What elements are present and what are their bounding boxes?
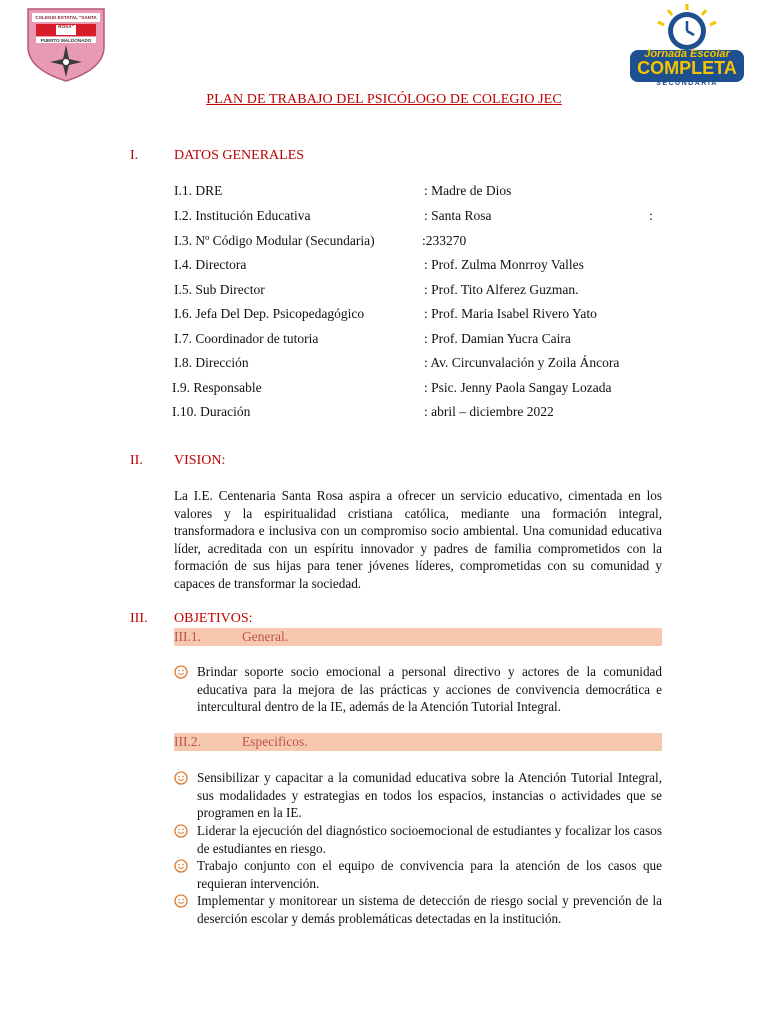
section-3-title: OBJETIVOS: bbox=[174, 611, 253, 626]
section-3-number: III. bbox=[130, 611, 148, 626]
list-item bbox=[174, 769, 662, 822]
data-row-label: I.6. Jefa Del Dep. Psicopedagógico bbox=[174, 306, 365, 321]
data-row-extra: : bbox=[649, 208, 653, 223]
data-row-value: : Prof. Tito Alferez Guzman. bbox=[424, 282, 579, 297]
data-row-value: : Madre de Dios bbox=[424, 183, 512, 198]
objective-specific-text: Trabajo conjunto con el equipo de convivencia para la atención de los casos que requieran intervención. bbox=[197, 858, 662, 891]
document-title: PLAN DE TRABAJO DEL PSICÓLOGO DE COLEGIO JEC bbox=[206, 92, 562, 107]
section-2-number: II. bbox=[130, 453, 143, 468]
data-row-value: : Prof. Zulma Monrroy Valles bbox=[424, 257, 584, 272]
data-row-label: I.3. Nº Código Modular (Secundaria) bbox=[174, 233, 375, 248]
jec-logo bbox=[628, 2, 746, 90]
school-crest-line2: PUERTO MALDONADO bbox=[40, 37, 92, 43]
data-row-value: : Prof. Maria Isabel Rivero Yato bbox=[424, 306, 597, 321]
data-row-label: I.2. Institución Educativa bbox=[174, 208, 311, 223]
data-row-label: I.4. Directora bbox=[174, 257, 247, 272]
data-row-label: I.10. Duración bbox=[172, 404, 251, 419]
subsection-general-title: General. bbox=[242, 629, 289, 644]
jec-logo-line1: Jornada Escolar bbox=[644, 48, 730, 60]
data-row-value: : Santa Rosa bbox=[424, 208, 492, 223]
objective-specific-text: Liderar la ejecución del diagnóstico socioemocional de estudiantes y focalizar los casos de estudiantes en riesgo. bbox=[197, 823, 662, 856]
data-row-value: : Prof. Damian Yucra Caira bbox=[424, 331, 571, 346]
data-row-value: : abril – diciembre 2022 bbox=[424, 404, 554, 419]
list-item bbox=[174, 663, 662, 716]
section-2-title: VISION: bbox=[174, 453, 226, 468]
data-row-label: I.7. Coordinador de tutoria bbox=[174, 331, 319, 346]
section-1-title: DATOS GENERALES bbox=[174, 148, 305, 163]
smiley-bullet-icon bbox=[174, 665, 188, 679]
smiley-bullet-icon bbox=[174, 771, 188, 785]
school-crest-line1: COLEGIO ESTATAL "SANTA ROSA" bbox=[35, 15, 97, 29]
data-row-value: : Av. Circunvalación y Zoila Áncora bbox=[424, 355, 620, 370]
smiley-bullet-icon bbox=[174, 824, 188, 838]
subsection-especificos-title: Especificos. bbox=[242, 734, 308, 749]
list-item bbox=[174, 857, 662, 892]
objective-general-text: Brindar soporte socio emocional a personal directivo y actores de la comunidad educativa para la mejora de las prácticas y acciones de convivencia democrática e intercultural dentro de la IE, además de la Atención Tutorial Integral. bbox=[197, 664, 662, 715]
subsection-general-number: III.1. bbox=[174, 629, 201, 644]
subsection-especificos-number: III.2. bbox=[174, 734, 201, 749]
data-row-value: :233270 bbox=[422, 233, 467, 248]
smiley-bullet-icon bbox=[174, 859, 188, 873]
vision-paragraph: La I.E. Centenaria Santa Rosa aspira a ofrecer un servicio educativo, cimentada en los valores y la espiritualidad cristiana católica, mediante una formación integral, transformadora e inclusiva con un compromiso socio ambiental. Una comunidad educativa líder, acreditada con un espíritu innovador y padres de familia comprometidos con la formación de sus hijas para tener jóvenes líderes, comprometidas con su comunidad y capaces de transformar la sociedad. bbox=[174, 488, 662, 591]
section-1-number: I. bbox=[130, 148, 139, 163]
data-row-label: I.9. Responsable bbox=[172, 380, 262, 395]
data-row-label: I.5. Sub Director bbox=[174, 282, 265, 297]
school-crest-logo bbox=[26, 7, 106, 83]
list-item bbox=[174, 822, 662, 857]
subsection-especificos-header bbox=[174, 733, 662, 751]
list-item bbox=[174, 892, 662, 927]
smiley-bullet-icon bbox=[174, 894, 188, 908]
objective-specific-text: Implementar y monitorear un sistema de detección de riesgo social y prevención de la deserción escolar y demás problemáticas detectadas en la institución. bbox=[197, 893, 662, 926]
objective-specific-text: Sensibilizar y capacitar a la comunidad educativa sobre la Atención Tutorial Integral, sus modalidades y estrategias en todos los espacios, instancias o actividades que se programen en la IE. bbox=[197, 770, 662, 821]
data-row-label: I.1. DRE bbox=[174, 183, 223, 198]
jec-logo-line2: COMPLETA bbox=[637, 58, 737, 78]
jec-logo-line3: SECUNDARIA bbox=[656, 80, 718, 87]
data-row-value: : Psic. Jenny Paola Sangay Lozada bbox=[424, 380, 612, 395]
data-row-label: I.8. Dirección bbox=[174, 355, 249, 370]
subsection-general-header bbox=[174, 628, 662, 646]
